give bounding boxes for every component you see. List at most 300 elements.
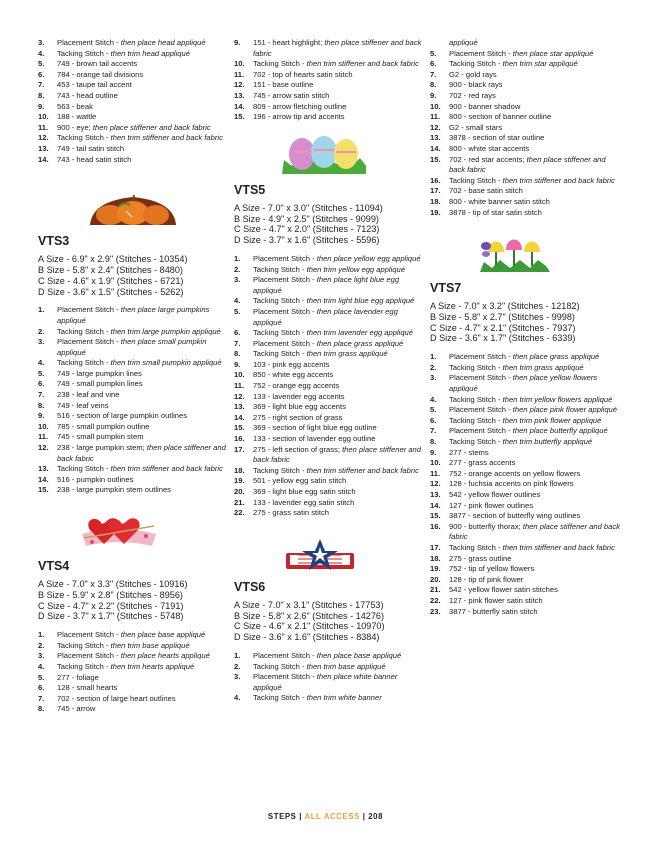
step-instruction: then trim small pumpkin appliqué xyxy=(110,358,222,368)
step-item xyxy=(38,464,230,475)
step-item xyxy=(38,123,230,134)
step-item xyxy=(430,133,622,144)
step-item xyxy=(430,70,622,81)
step-instruction: then trim yellow flowers appliqué xyxy=(502,394,613,404)
page-footer xyxy=(0,812,651,821)
size-line: A Size - 7.0" x 3.3" (Stitches - 10916) xyxy=(38,579,188,589)
step-instruction: then trim stiffener and back fabric xyxy=(110,133,223,143)
vts6-sizes xyxy=(234,600,426,643)
step-item xyxy=(430,490,622,501)
column-3 xyxy=(430,38,622,617)
step-number: 8. xyxy=(234,349,241,359)
step-number: 12. xyxy=(38,133,49,143)
step-item xyxy=(38,641,230,652)
step-item xyxy=(38,80,230,91)
step-text: Tacking Stitch - xyxy=(57,464,111,474)
step-number: 17. xyxy=(430,542,441,552)
step-number: 21. xyxy=(234,497,245,507)
step-item xyxy=(38,155,230,166)
vts7-title: VTS7 xyxy=(430,281,462,296)
step-text: 275 - grass outline xyxy=(449,553,512,563)
step-instruction: then place lavender egg appliqué xyxy=(253,306,398,327)
star-banner-illustration xyxy=(284,537,356,573)
pumpkins-illustration xyxy=(88,191,178,227)
step-number: 8. xyxy=(430,437,437,447)
step-item xyxy=(38,704,230,715)
step-instruction: then place grass appliqué xyxy=(512,352,600,362)
step-text: 127 - pink flower satin stitch xyxy=(449,595,543,605)
step-item xyxy=(234,112,426,123)
step-item xyxy=(234,693,426,704)
step-item xyxy=(38,337,230,358)
step-number: 11. xyxy=(234,69,245,79)
step-text: Placement Stitch - xyxy=(449,373,513,383)
step-instruction: then place star appliqué xyxy=(512,48,594,58)
vts6-section xyxy=(234,579,426,704)
step-number: 8. xyxy=(430,80,437,90)
step-item xyxy=(430,469,622,480)
step-text: 752 - orange egg accents xyxy=(253,381,340,391)
step-instruction: then trim large pumpkin appliqué xyxy=(110,326,221,336)
step-item xyxy=(234,381,426,392)
step-item xyxy=(430,405,622,416)
step-text: 277 - grass accents xyxy=(449,458,516,468)
step-item xyxy=(234,360,426,371)
step-number: 9. xyxy=(430,90,437,100)
step-number: 10. xyxy=(38,112,49,122)
step-instruction: then place small pumpkin appliqué xyxy=(57,337,207,357)
step-text: 745 - small pumpkin stem xyxy=(57,432,144,442)
step-number: 23. xyxy=(430,606,441,616)
step-instruction: then place butterfly appliqué xyxy=(512,426,608,436)
step-number: 14. xyxy=(234,412,245,422)
step-number: 10. xyxy=(430,458,441,468)
vts4-sizes xyxy=(38,579,230,622)
step-item xyxy=(430,479,622,490)
step-text: Placement Stitch - xyxy=(449,405,513,415)
step-item xyxy=(234,80,426,91)
pumpkins-design-image xyxy=(38,191,230,227)
step-item xyxy=(234,672,426,693)
step-text: 196 - arrow tip and accents xyxy=(253,112,345,122)
step-item xyxy=(234,498,426,509)
step-instruction: then trim stiffener and back fabric xyxy=(306,465,419,475)
vts7-steps xyxy=(430,352,622,617)
step-item xyxy=(430,522,622,543)
footer-separator-1: | xyxy=(296,812,305,821)
step-text: Placement Stitch - xyxy=(253,672,317,682)
step-item xyxy=(234,296,426,307)
step-text: Tacking Stitch - xyxy=(253,328,307,338)
step-item xyxy=(38,369,230,380)
step-number: 4. xyxy=(38,358,45,368)
step-instruction: then trim stiffener and back fabric xyxy=(306,59,419,69)
step-item xyxy=(234,349,426,360)
step-item xyxy=(430,596,622,607)
step-text: Placement Stitch - xyxy=(57,651,121,661)
step-text: 702 - red rays xyxy=(449,90,496,100)
step-instruction: then place stiffener and back fabric xyxy=(92,122,211,132)
step-text: 151 - heart highlight; xyxy=(253,38,325,47)
step-item xyxy=(430,197,622,208)
step-text: Placement Stitch - xyxy=(449,48,513,58)
step-item xyxy=(38,390,230,401)
size-line: C Size - 4.6" x 1.9" (Stitches - 6721) xyxy=(38,275,184,286)
step-item xyxy=(430,607,622,618)
flowers-illustration xyxy=(480,234,550,274)
step-item xyxy=(38,411,230,422)
step-text: Tacking Stitch - xyxy=(57,640,111,650)
vts4-steps xyxy=(38,630,230,715)
step-instruction: then place base appliqué xyxy=(316,650,402,660)
step-text: 275 - left section of grass; xyxy=(253,444,343,454)
step-item xyxy=(234,275,426,296)
step-item xyxy=(38,112,230,123)
step-item xyxy=(430,186,622,197)
step-instruction: then trim hearts appliqué xyxy=(110,661,195,671)
step-number: 9. xyxy=(234,359,241,369)
step-text: 563 - beak xyxy=(57,101,93,111)
size-line: C Size - 4.7" x 2.1" (Stitches - 7937) xyxy=(430,322,576,333)
step-number: 20. xyxy=(234,487,245,496)
step-item xyxy=(430,38,622,49)
step-text: 900 - banner shadow xyxy=(449,101,521,111)
step-text: 188 - wattle xyxy=(57,112,97,122)
step-number: 11. xyxy=(234,381,245,391)
step-number: 4. xyxy=(38,48,45,58)
footer-separator-2: | xyxy=(359,812,369,821)
step-item xyxy=(430,395,622,406)
step-number: 9. xyxy=(430,447,437,457)
step-number: 11. xyxy=(38,432,49,442)
vts3-title: VTS3 xyxy=(38,234,70,249)
step-text: 542 - yellow flower outlines xyxy=(449,490,541,499)
step-instruction: then place base appliqué xyxy=(120,630,206,640)
step-text: 745 - arrow satin stitch xyxy=(253,90,330,100)
step-item xyxy=(234,402,426,413)
step-number: 9. xyxy=(234,38,241,47)
step-instruction: then place stiffener and back fabric xyxy=(253,444,422,465)
step-number: 1. xyxy=(38,305,45,315)
step-number: 4. xyxy=(430,394,437,404)
step-text: Tacking Stitch - xyxy=(449,437,503,447)
step-instruction: then place large pumpkins appliqué xyxy=(57,305,210,325)
step-number: 4. xyxy=(38,661,45,671)
step-item xyxy=(430,543,622,554)
step-text: 128 - tip of pink flower xyxy=(449,574,524,584)
step-text: Placement Stitch - xyxy=(57,630,121,640)
step-text: 749 - leaf veins xyxy=(57,400,109,410)
size-line: D Size - 3.6" x 1.7" (Stitches - 6339) xyxy=(430,333,576,344)
size-line: D Size - 3.6" x 1.5" (Stitches - 5262) xyxy=(38,286,184,297)
step-item xyxy=(430,564,622,575)
step-item xyxy=(234,307,426,328)
step-item xyxy=(430,102,622,113)
size-line: C Size - 4.7" x 2.0" (Stitches - 7123) xyxy=(234,224,380,235)
step-text: Placement Stitch - xyxy=(57,305,121,315)
step-item xyxy=(234,102,426,113)
step-item xyxy=(234,445,426,466)
step-text: 784 - orange tail divisions xyxy=(57,69,144,79)
size-line: B Size - 5.8" x 2.7" (Stitches - 9998) xyxy=(430,311,575,322)
step-text: Tacking Stitch - xyxy=(449,542,503,552)
step-number: 5. xyxy=(430,48,437,58)
size-line: D Size - 3.7" x 1.6" (Stitches - 5596) xyxy=(234,235,380,246)
step-instruction: then trim pink flower appliqué xyxy=(502,415,602,425)
step-item xyxy=(38,91,230,102)
step-text: 743 - head outline xyxy=(57,90,118,100)
step-item xyxy=(234,59,426,70)
step-text: 702 - red star accents; xyxy=(449,154,527,164)
step-text: 133 - section of lavender egg outline xyxy=(253,434,376,444)
step-number: 12. xyxy=(234,80,245,90)
step-text: 749 - small pumpkin lines xyxy=(57,379,143,389)
step-number: 10. xyxy=(430,101,441,111)
step-number: 22. xyxy=(234,508,245,518)
size-line: B Size - 5.8" x 2.6" (Stitches - 14276) xyxy=(234,610,385,621)
step-item xyxy=(38,358,230,369)
step-item xyxy=(38,379,230,390)
step-number: 3. xyxy=(234,275,241,285)
hearts-illustration xyxy=(82,512,156,552)
step-number: 10. xyxy=(234,59,245,69)
step-text: 800 - white banner satin stitch xyxy=(449,196,550,206)
step-text: 745 - arrow xyxy=(57,704,96,714)
step-instruction: then trim base appliqué xyxy=(306,661,386,671)
step-text: Tacking Stitch - xyxy=(253,264,307,274)
step-text: 749 - tail satin stitch xyxy=(57,143,125,153)
step-item xyxy=(234,651,426,662)
step-text: 542 - yellow flower satin stitches xyxy=(449,585,558,595)
size-line: D Size - 3.7" x 1.7" (Stitches - 5748) xyxy=(38,611,184,622)
step-text: Placement Stitch - xyxy=(253,275,317,285)
step-text: 785 - small pumpkin outline xyxy=(57,421,150,431)
step-number: 12. xyxy=(234,391,245,401)
step-item xyxy=(234,328,426,339)
vts7-section xyxy=(430,280,622,617)
step-item xyxy=(234,370,426,381)
step-item xyxy=(430,448,622,459)
step-text: 752 - tip of yellow flowers xyxy=(449,564,535,574)
step-item xyxy=(430,458,622,469)
step-item xyxy=(234,487,426,498)
step-number: 1. xyxy=(430,352,437,362)
step-number: 10. xyxy=(234,370,245,380)
step-number: 12. xyxy=(430,122,441,132)
step-number: 11. xyxy=(38,122,49,132)
step-number: 13. xyxy=(234,402,245,412)
step-text: 275 - grass satin stitch xyxy=(253,508,329,518)
size-line: B Size - 5.9" x 2.8" (Stitches - 8956) xyxy=(38,589,183,600)
step-number: 19. xyxy=(430,207,441,217)
step-instruction: then trim butterfly appliqué xyxy=(502,437,593,447)
step-item xyxy=(234,70,426,81)
step-text: 702 - top of hearts satin stitch xyxy=(253,69,353,79)
step-text: 128 - fuchsia accents on pink flowers xyxy=(449,479,574,489)
step-item xyxy=(430,144,622,155)
step-number: 15. xyxy=(38,485,49,495)
step-number: 18. xyxy=(430,553,441,563)
step-text: Tacking Stitch - xyxy=(57,661,111,671)
step-number: 6. xyxy=(430,59,437,69)
step-text: Tacking Stitch - xyxy=(57,326,111,336)
step-number: 15. xyxy=(430,154,441,164)
step-text: 3877 - butterfly satin stitch xyxy=(449,606,538,616)
step-item xyxy=(430,80,622,91)
step-number: 14. xyxy=(430,500,441,510)
step-text: 501 - yellow egg satin stitch xyxy=(253,476,347,486)
step-item xyxy=(430,437,622,448)
step-item xyxy=(38,144,230,155)
step-text: Tacking Stitch - xyxy=(253,693,307,703)
step-text: 743 - head satin stitch xyxy=(57,154,132,164)
step-item xyxy=(38,305,230,326)
step-number: 2. xyxy=(234,661,241,671)
step-text: 800 - section of banner outline xyxy=(449,112,552,122)
step-item xyxy=(38,401,230,412)
step-instruction: then place yellow egg appliqué xyxy=(316,253,421,263)
step-number: 5. xyxy=(38,672,45,682)
step-text: Tacking Stitch - xyxy=(449,415,503,425)
step-item xyxy=(430,91,622,102)
step-instruction: then place yellow flowers appliqué xyxy=(449,373,598,394)
step-number: 19. xyxy=(430,564,441,574)
step-item xyxy=(38,59,230,70)
step-number: 6. xyxy=(38,683,45,693)
step-number: 1. xyxy=(38,630,45,640)
vts6-steps xyxy=(234,651,426,704)
step-text: 3878 - tip of star satin stitch xyxy=(449,207,542,217)
vts3-section xyxy=(38,233,230,496)
step-text: Tacking Stitch - xyxy=(449,175,503,185)
star-banner-design-image xyxy=(234,537,426,573)
step-item xyxy=(38,49,230,60)
step-item xyxy=(430,208,622,219)
step-item xyxy=(430,511,622,522)
step-number: 14. xyxy=(234,101,245,111)
step-number: 13. xyxy=(38,143,49,153)
step-text: 752 - orange accents on yellow flowers xyxy=(449,468,581,478)
step-item xyxy=(234,254,426,265)
step-text: Placement Stitch - xyxy=(253,253,317,263)
step-item xyxy=(38,673,230,684)
step-item xyxy=(430,575,622,586)
step-text: 238 - leaf and vine xyxy=(57,390,120,400)
step-text: Placement Stitch - xyxy=(57,337,121,347)
step-instruction: then trim stiffener and back fabric xyxy=(502,542,615,552)
step-instruction: then trim grass appliqué xyxy=(306,349,388,359)
step-instruction: then trim head appliqué xyxy=(110,48,190,58)
step-number: 20. xyxy=(430,574,441,584)
step-text: Tacking Stitch - xyxy=(57,48,111,58)
step-item xyxy=(430,112,622,123)
step-item xyxy=(234,476,426,487)
step-instruction: then trim yellow egg appliqué xyxy=(306,264,405,274)
step-instruction: then place white banner appliqué xyxy=(253,672,398,692)
hearts-design-image xyxy=(38,512,230,552)
step-text: Placement Stitch - xyxy=(57,38,121,47)
step-number: 5. xyxy=(38,368,45,378)
step-number: 6. xyxy=(234,328,241,338)
step-number: 4. xyxy=(234,296,241,306)
step-text: 369 - section of light blue egg outline xyxy=(253,423,377,433)
step-text: 702 - section of large heart outlines xyxy=(57,693,176,703)
step-number: 13. xyxy=(430,490,441,499)
vts5-steps xyxy=(234,254,426,519)
step-number: 22. xyxy=(430,595,441,605)
step-item xyxy=(234,265,426,276)
vts6-steps-continued xyxy=(430,38,622,218)
step-number: 3. xyxy=(38,38,45,47)
step-number: 6. xyxy=(38,379,45,389)
step-item xyxy=(430,123,622,134)
step-item xyxy=(38,662,230,673)
step-number: 9. xyxy=(38,101,45,111)
step-text: 809 - arrow fletching outline xyxy=(253,101,347,111)
vts4-title: VTS4 xyxy=(38,559,70,573)
step-number: 15. xyxy=(430,511,441,521)
step-instruction: then place head appliqué xyxy=(120,38,206,47)
step-number: 16. xyxy=(430,521,441,531)
vts2-steps-continued xyxy=(38,38,230,165)
step-text: Tacking Stitch - xyxy=(57,358,111,368)
step-item xyxy=(430,373,622,394)
step-text: Tacking Stitch - xyxy=(449,362,503,372)
step-number: 1. xyxy=(234,253,241,263)
step-text: Tacking Stitch - xyxy=(253,59,307,69)
step-item xyxy=(38,630,230,641)
step-item xyxy=(430,501,622,512)
step-item xyxy=(234,508,426,519)
step-text: 275 - right section of grass xyxy=(253,412,343,422)
step-item xyxy=(38,651,230,662)
step-instruction: appliqué xyxy=(449,38,478,47)
step-item xyxy=(430,554,622,565)
step-item xyxy=(38,327,230,338)
step-text: Placement Stitch - xyxy=(449,426,513,436)
step-text: 453 - taupe tail accent xyxy=(57,80,132,90)
step-text: 369 - light blue egg satin stitch xyxy=(253,487,356,496)
step-item xyxy=(38,38,230,49)
step-text: 749 - brown tail accents xyxy=(57,59,138,69)
step-number: 13. xyxy=(234,90,245,100)
step-item xyxy=(38,432,230,443)
step-text: 277 - foliage xyxy=(57,672,99,682)
step-text: 3877 - section of butterfly wing outlines xyxy=(449,511,581,521)
step-number: 2. xyxy=(430,362,437,372)
step-item xyxy=(38,70,230,81)
step-number: 11. xyxy=(430,468,441,478)
step-item xyxy=(38,475,230,486)
step-number: 11. xyxy=(430,112,441,122)
step-instruction: then place stiffener and back fabric xyxy=(57,443,226,463)
step-number: 7. xyxy=(38,80,45,90)
step-text: Tacking Stitch - xyxy=(253,296,307,306)
step-item xyxy=(234,423,426,434)
step-text: 128 - small hearts xyxy=(57,683,118,693)
step-number: 10. xyxy=(38,421,49,431)
column-2 xyxy=(234,38,426,704)
step-text: 749 - large pumpkin lines xyxy=(57,368,142,378)
step-number: 2. xyxy=(38,640,45,650)
step-number: 13. xyxy=(38,464,49,474)
step-number: 3. xyxy=(38,337,45,347)
step-number: 15. xyxy=(234,112,245,122)
step-number: 16. xyxy=(234,434,245,444)
step-text: 277 - stems xyxy=(449,447,489,457)
step-number: 5. xyxy=(38,59,45,69)
step-text: Tacking Stitch - xyxy=(253,465,307,475)
